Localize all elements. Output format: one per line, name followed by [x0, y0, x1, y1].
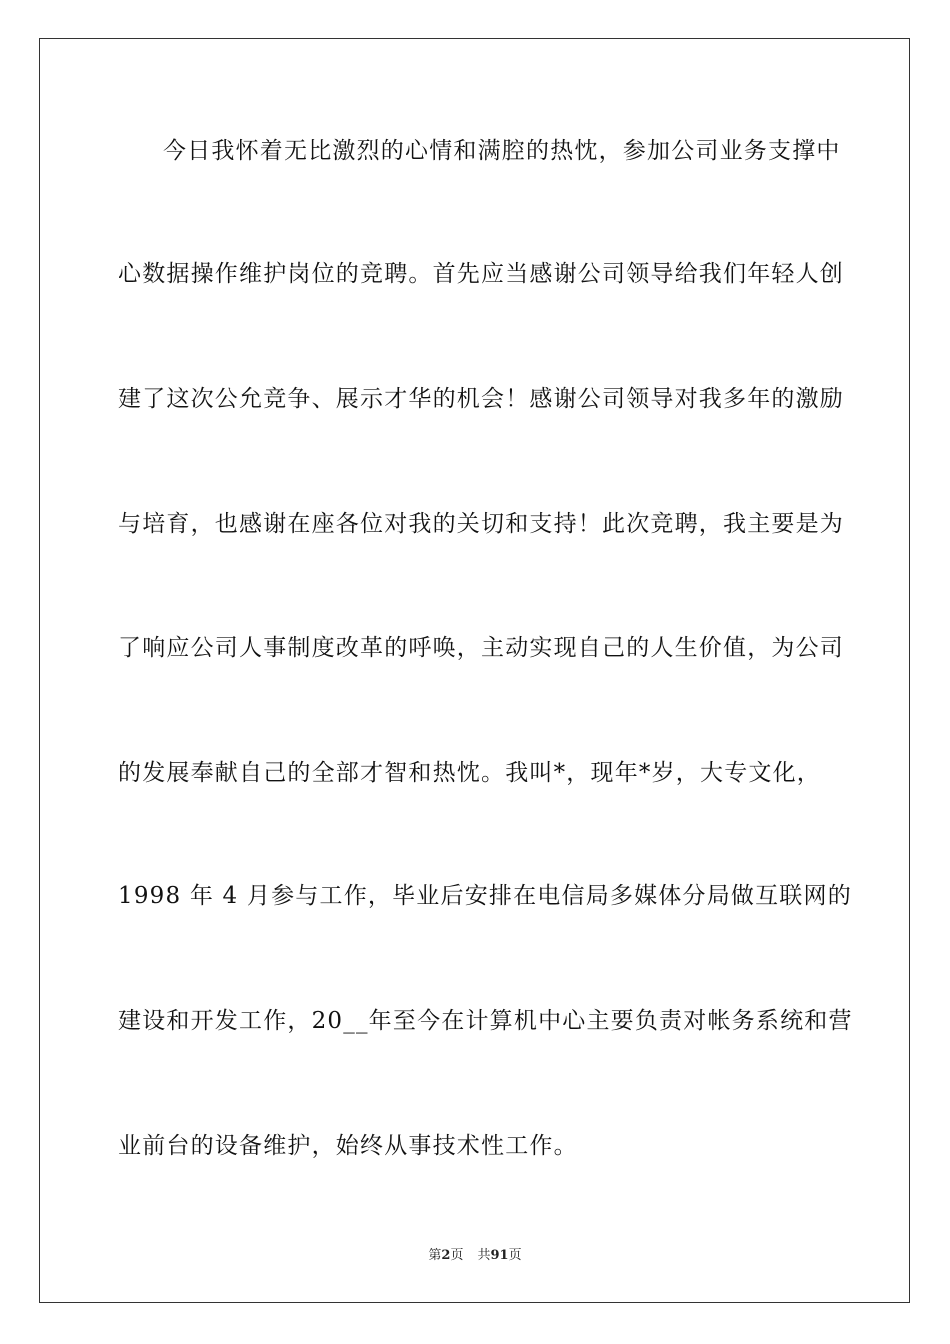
page-prefix: 第 — [428, 1248, 442, 1263]
paragraph-line: 心数据操作维护岗位的竞聘。首先应当感谢公司领导给我们年轻人创 — [118, 261, 844, 287]
paragraph-line: 的发展奉献自己的全部才智和热忱。我叫*，现年*岁，大专文化， — [118, 760, 821, 786]
paragraph-line: 了响应公司人事制度改革的呼唤，主动实现自己的人生价值，为公司 — [118, 635, 844, 661]
total-suffix: 页 — [508, 1248, 522, 1263]
paragraph-line: 业前台的设备维护，始终从事技术性工作。 — [118, 1133, 578, 1159]
page-number: 2 — [441, 1248, 451, 1263]
paragraph-line: 建了这次公允竞争、展示才华的机会！感谢公司领导对我多年的激励 — [118, 386, 844, 412]
total-pages: 91 — [490, 1248, 509, 1263]
page-footer — [0, 1247, 950, 1265]
page-suffix: 页 — [450, 1248, 464, 1263]
paragraph-line: 今日我怀着无比激烈的心情和满腔的热忱，参加公司业务支撑中 — [163, 138, 841, 164]
paragraph-line: 与培育，也感谢在座各位对我的关切和支持！此次竞聘，我主要是为 — [118, 511, 844, 537]
page-border — [39, 38, 910, 1303]
total-prefix: 共 — [477, 1248, 491, 1263]
paragraph-line: 1998 年 4 月参与工作，毕业后安排在电信局多媒体分局做互联网的 — [118, 883, 852, 909]
paragraph-line: 建设和开发工作，20__年至今在计算机中心主要负责对帐务系统和营 — [118, 1008, 853, 1034]
